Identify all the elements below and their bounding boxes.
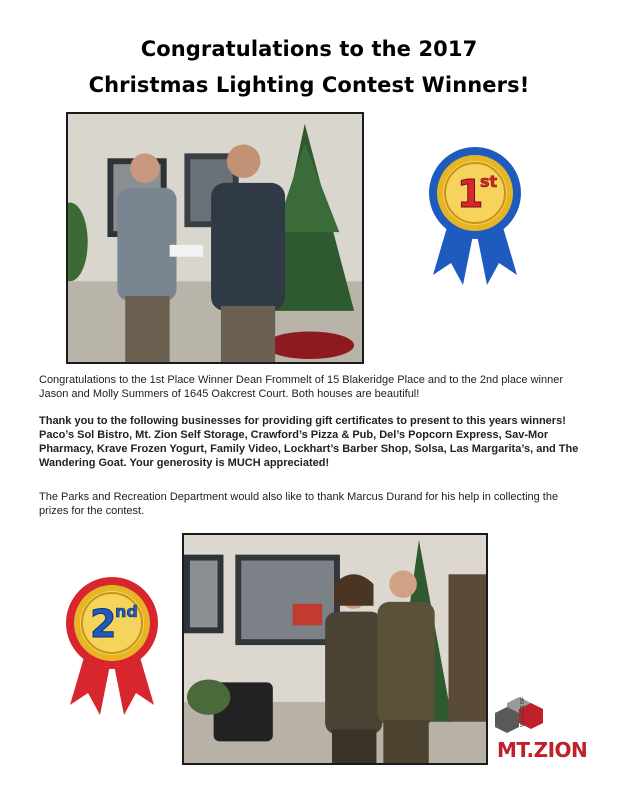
second-ribbon-number: 2 bbox=[90, 602, 117, 646]
first-ribbon-suffix: st bbox=[480, 172, 498, 191]
second-place-photo bbox=[182, 533, 488, 765]
first-ribbon-number: 1 bbox=[457, 172, 484, 216]
first-place-ribbon bbox=[425, 145, 525, 290]
logo-name bbox=[497, 738, 587, 762]
second-place-ribbon bbox=[62, 575, 162, 720]
village-logo bbox=[493, 695, 603, 765]
page-title-line-1: Congratulations to the 2017 bbox=[140, 37, 478, 61]
thanks-paragraph: The Parks and Recreation Department would also like to thank Marcus Durand for his help in collecting the prizes for the contest. bbox=[39, 491, 559, 517]
page-title-line-2: Christmas Lighting Contest Winners! bbox=[88, 73, 530, 97]
logo-mt: MT. bbox=[497, 738, 534, 762]
first-place-photo bbox=[66, 112, 364, 364]
logo-zion: ZION bbox=[533, 738, 588, 762]
winners-paragraph: Congratulations to the 1st Place Winner Dean Frommelt of 15 Blakeridge Place and to the 2nd place winner Jason and Molly Summers of 1645 Oakcrest Court. Both houses are beautiful! bbox=[39, 374, 564, 400]
second-ribbon-suffix: nd bbox=[115, 602, 138, 621]
logo-village-of: VILLAGE OF bbox=[520, 697, 526, 727]
sponsors-paragraph: Thank you to the following businesses for providing gift certificates to present to this years winners! Paco’s Sol Bistro, Mt. Zion Self Storage, Crawford’s Pizza & Pub, Del’s Popcorn Express, Sav-Mor Pharmacy, Krave Frozen Yogurt, Family Video, Lockhart’s Barber Shop, Solsa, Las Margarita’s, and The Wandering Goat. Your generosity is MUCH appreciated! bbox=[39, 415, 579, 469]
